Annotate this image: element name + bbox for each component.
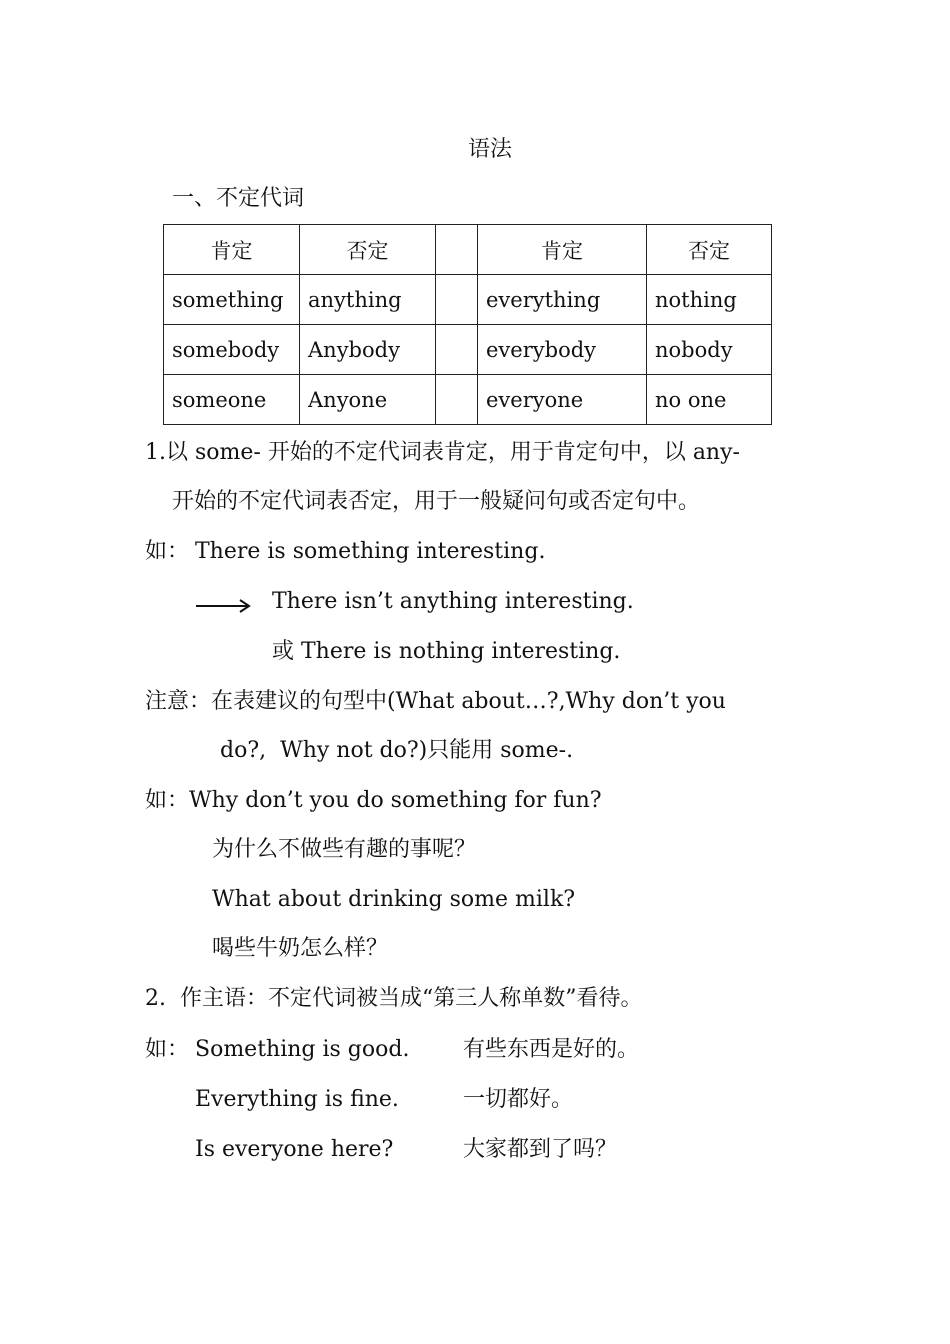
pronoun-table <box>163 224 772 425</box>
example-3-en-2: Everything is fine. <box>195 1087 399 1112</box>
table-cell: everything <box>478 275 647 325</box>
table-header-cell: 肯定 <box>478 225 647 275</box>
table-cell: no one <box>647 375 772 425</box>
rule-2: 2. 作主语：不定代词被当成“第三人称单数”看待。 <box>145 986 643 1011</box>
right-arrow-icon <box>196 598 252 614</box>
table-header-cell <box>436 225 478 275</box>
example-2-line-1: 如：Why don’t you do something for fun? <box>145 788 602 813</box>
table-cell <box>436 375 478 425</box>
example-1-alternative: 或 There is nothing interesting. <box>272 639 621 664</box>
table-cell <box>436 275 478 325</box>
table-cell: everyone <box>478 375 647 425</box>
table-cell: nobody <box>647 325 772 375</box>
example-2-line-2: 为什么不做些有趣的事呢？ <box>212 837 477 862</box>
example-2-line-4: 喝些牛奶怎么样？ <box>212 936 389 961</box>
example-1-sentence: There is something interesting. <box>195 539 546 564</box>
table-row <box>164 325 772 375</box>
table-cell: nothing <box>647 275 772 325</box>
example-3-zh-1: 有些东西是好的。 <box>463 1037 640 1062</box>
table-cell: somebody <box>164 325 300 375</box>
table-cell: anything <box>300 275 436 325</box>
example-3-label: 如： <box>145 1037 190 1062</box>
rule-1-line-2: 开始的不定代词表否定，用于一般疑问句或否定句中。 <box>172 489 701 514</box>
example-2-line-3: What about drinking some milk? <box>212 887 576 912</box>
page-title: 语法 <box>467 137 512 162</box>
table-header-cell: 肯定 <box>164 225 300 275</box>
table-cell: something <box>164 275 300 325</box>
rule-1-line-1: 1.以 some- 开始的不定代词表肯定，用于肯定句中，以 any- <box>145 440 740 465</box>
table-row <box>164 275 772 325</box>
table-header-cell: 否定 <box>300 225 436 275</box>
table-cell: someone <box>164 375 300 425</box>
table-cell: everybody <box>478 325 647 375</box>
table-header-cell: 否定 <box>647 225 772 275</box>
note-line-2: do?, Why not do?)只能用 some-. <box>220 738 574 763</box>
table-header-row <box>164 225 772 275</box>
example-3-zh-2: 一切都好。 <box>463 1087 574 1112</box>
table-cell: Anybody <box>300 325 436 375</box>
table-cell <box>436 325 478 375</box>
example-1-converted: There isn’t anything interesting. <box>272 589 634 614</box>
table-row <box>164 375 772 425</box>
table-cell: Anyone <box>300 375 436 425</box>
note-line-1: 注意：在表建议的句型中(What about…?,Why don’t you <box>145 689 726 714</box>
example-3-en-1: Something is good. <box>195 1037 410 1062</box>
example-1-label: 如： <box>145 539 190 564</box>
example-3-en-3: Is everyone here? <box>195 1137 394 1162</box>
section-heading: 一、不定代词 <box>172 186 305 211</box>
example-3-zh-3: 大家都到了吗？ <box>463 1137 618 1162</box>
